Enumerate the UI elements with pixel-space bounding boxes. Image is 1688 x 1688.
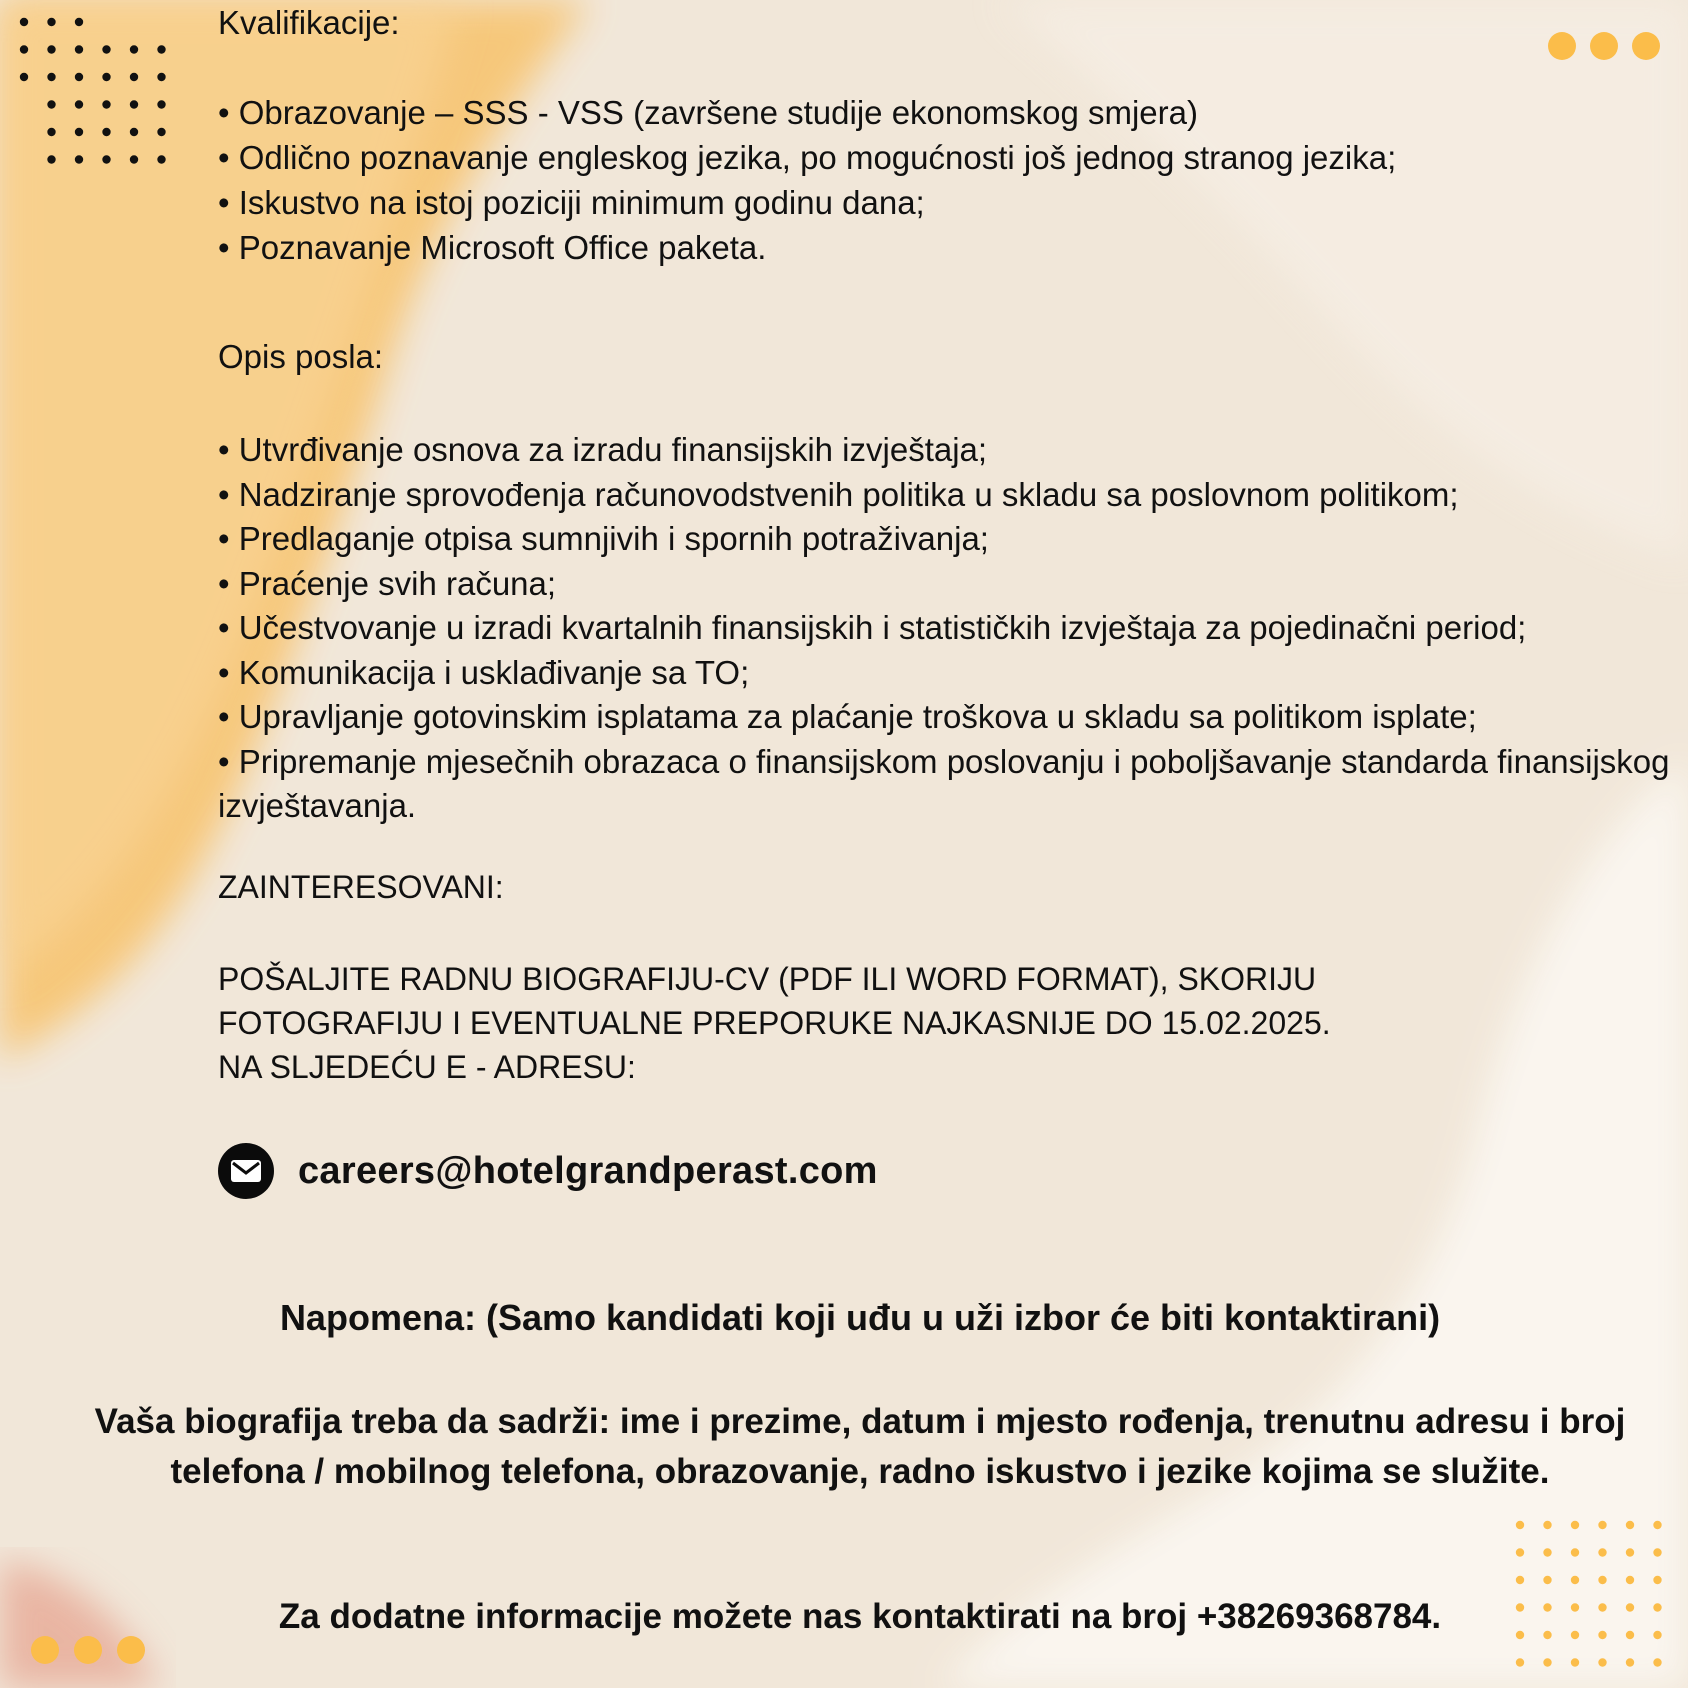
decor-dot — [1598, 1548, 1606, 1556]
decor-dot — [1571, 1548, 1579, 1556]
decor-dot — [1653, 1658, 1661, 1666]
decor-dot — [1543, 1576, 1551, 1584]
list-item: • Odlično poznavanje engleskog jezika, po mogućnosti još jednog stranog jezika; — [218, 139, 1397, 176]
decor-dot — [1653, 1576, 1661, 1584]
decor-dot — [1516, 1576, 1524, 1584]
accent-dot — [117, 1636, 145, 1664]
decor-dot — [130, 128, 138, 136]
list-item: • Iskustvo na istoj poziciji minimum godinu dana; — [218, 184, 925, 221]
decor-dot — [75, 18, 83, 26]
decor-dot — [47, 128, 55, 136]
accent-dot — [74, 1636, 102, 1664]
decor-dot — [20, 18, 28, 26]
decor-dot — [1543, 1658, 1551, 1666]
decor-dot — [1626, 1521, 1634, 1529]
decor-dot — [1626, 1548, 1634, 1556]
list-item: • Komunikacija i usklađivanje sa TO; — [218, 653, 750, 691]
decor-dot — [47, 45, 55, 53]
qualifications-title: Kvalifikacije: — [218, 4, 400, 41]
email-address[interactable]: careers@hotelgrandperast.com — [298, 1149, 878, 1192]
decor-dot — [130, 73, 138, 81]
decor-dot — [1598, 1658, 1606, 1666]
decor-dot — [157, 45, 165, 53]
accent-dot — [31, 1636, 59, 1664]
decor-dot — [157, 73, 165, 81]
decor-dot — [1598, 1521, 1606, 1529]
job-description-list — [218, 428, 1678, 829]
decor-dot — [157, 128, 165, 136]
decor-dot — [1516, 1521, 1524, 1529]
accent-dot — [1632, 32, 1660, 60]
decor-dot — [75, 155, 83, 163]
decor-dot — [47, 155, 55, 163]
decor-dot — [1598, 1576, 1606, 1584]
decor-dot — [1653, 1548, 1661, 1556]
list-item: • Učestvovanje u izradi kvartalnih finansijskih i statističkih izvještaja za pojedinačni period; — [218, 609, 1527, 646]
decor-dot — [47, 100, 55, 108]
decor-dot — [1543, 1521, 1551, 1529]
decor-dot — [75, 73, 83, 81]
decor-dot — [1516, 1658, 1524, 1666]
decor-dot — [102, 73, 110, 81]
decor-dot — [1516, 1548, 1524, 1556]
decor-dot — [75, 100, 83, 108]
accent-dot — [1548, 32, 1576, 60]
decor-dot — [1571, 1521, 1579, 1529]
decor-dot — [157, 100, 165, 108]
decor-dot — [1543, 1548, 1551, 1556]
interested-text: POŠALJITE RADNU BIOGRAFIJU-CV (PDF ILI WORD FORMAT), SKORIJU FOTOGRAFIJU I EVENTUALNE PREPORUKE NAJKASNIJE DO 15.02.2025. NA SLJEDEĆU E - ADRESU: — [218, 961, 1331, 1085]
decor-dot — [20, 73, 28, 81]
decor-dot — [1626, 1576, 1634, 1584]
decor-dot — [102, 128, 110, 136]
phone-info: Za dodatne informacije možete nas kontaktirati na broj +38269368784. — [278, 1597, 1442, 1636]
decor-dot — [102, 100, 110, 108]
decor-dot — [102, 45, 110, 53]
mail-icon — [218, 1143, 274, 1199]
cv-contents-text: Vaša biografija treba da sadrži: ime i prezime, datum i mjesto rođenja, trenutnu adresu i broj telefona / mobilnog telefona, obrazovanje, radno iskustvo i jezike kojima se služite. — [94, 1402, 1626, 1491]
decor-dot — [47, 73, 55, 81]
decor-dot — [75, 45, 83, 53]
decor-dot — [130, 155, 138, 163]
shortlist-note: Napomena: (Samo kandidati koji uđu u uži izbor će biti kontaktirani) — [279, 1297, 1441, 1338]
list-item: • Praćenje svih računa; — [218, 564, 557, 602]
decor-dot — [130, 100, 138, 108]
decor-dot — [1571, 1576, 1579, 1584]
list-item: • Nadziranje sprovođenja računovodstvenih politika u skladu sa poslovnom politikom; — [218, 475, 1459, 513]
accent-dot — [1590, 32, 1618, 60]
decor-dot — [20, 45, 28, 53]
list-item: • Upravljanje gotovinskim isplatama za plaćanje troškova u skladu sa politikom isplate; — [218, 698, 1477, 735]
decor-dot — [130, 45, 138, 53]
list-item: • Poznavanje Microsoft Office paketa. — [218, 229, 767, 266]
interested-title: ZAINTERESOVANI: — [218, 869, 504, 905]
job-description-title: Opis posla: — [218, 338, 384, 375]
decor-dot — [75, 128, 83, 136]
list-item: • Predlaganje otpisa sumnjivih i spornih potraživanja; — [218, 520, 989, 557]
qualifications-list — [218, 90, 1438, 270]
list-item: • Obrazovanje – SSS - VSS (završene studije ekonomskog smjera) — [218, 94, 1198, 131]
list-item: • Utvrđivanje osnova za izradu finansijskih izvještaja; — [218, 431, 988, 468]
decor-dot — [1653, 1521, 1661, 1529]
email-contact[interactable] — [218, 1143, 878, 1199]
decor-dot — [1571, 1658, 1579, 1666]
decor-dot — [157, 155, 165, 163]
decor-dot — [102, 155, 110, 163]
list-item: • Pripremanje mjesečnih obrazaca o finansijskom poslovanju i poboljšavanje standarda finansijskog izvještavanja. — [218, 742, 1670, 824]
decor-dot — [1626, 1658, 1634, 1666]
decor-dot — [47, 18, 55, 26]
